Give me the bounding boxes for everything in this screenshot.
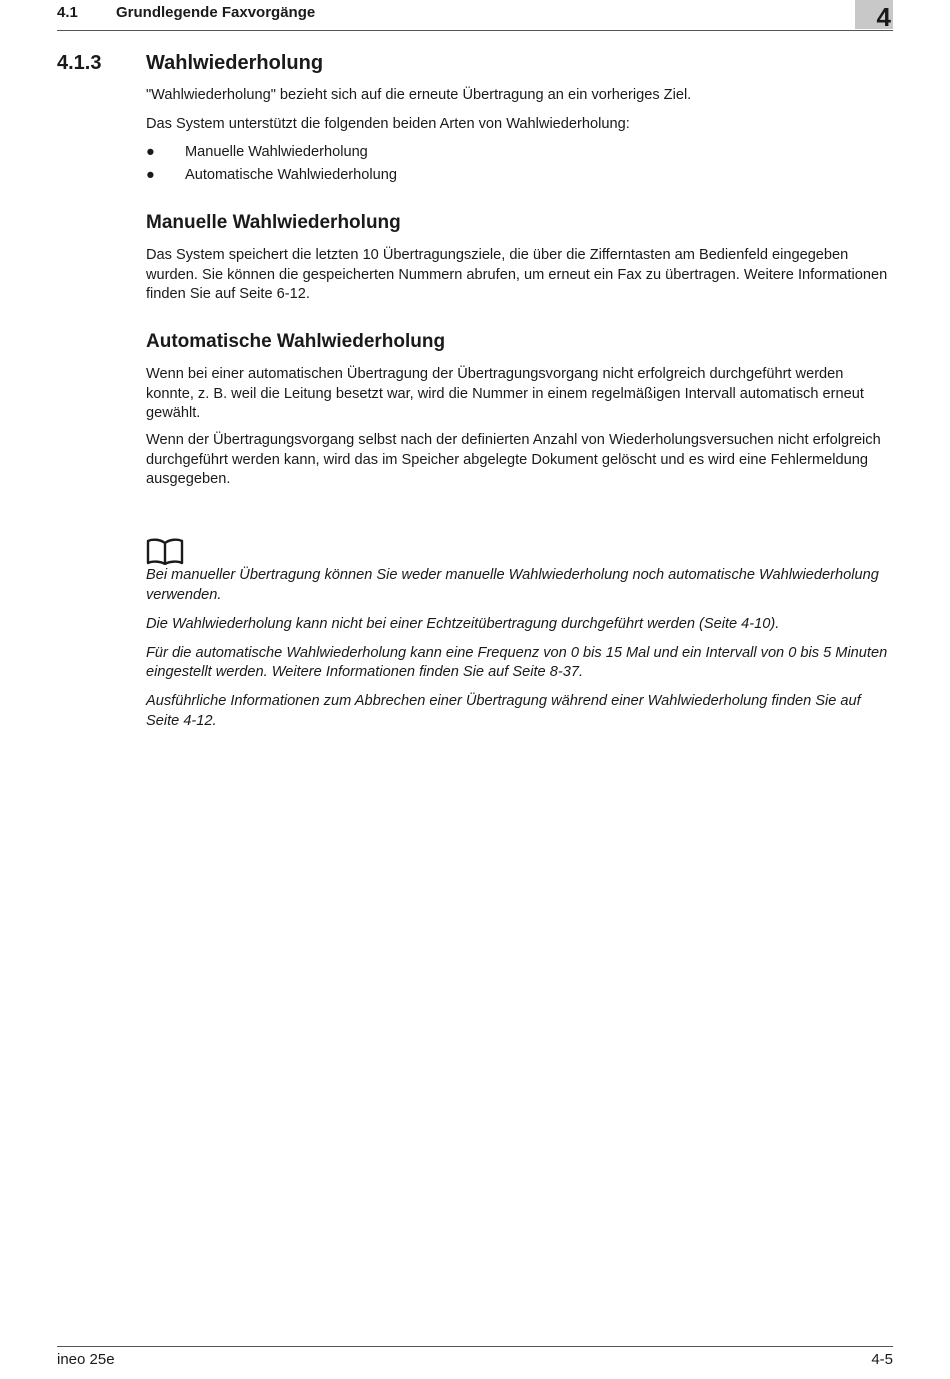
header-section-title: Grundlegende Faxvorgänge: [116, 4, 316, 21]
bullet-icon: ●: [146, 144, 155, 160]
page-number: 4-5: [871, 1351, 893, 1368]
page-header: [57, 0, 893, 31]
notes-section: [146, 566, 894, 741]
section-title: Wahlwiederholung: [146, 52, 324, 74]
intro-paragraph-1: "Wahlwiederholung" bezieht sich auf die erneute Übertragung an ein vorheriges Ziel.: [146, 87, 692, 103]
automatic-redial-text-2: Wenn der Übertragungsvorgang selbst nach der definierten Anzahl von Wiederholungsversuchen nicht erfolgreich durchgeführt werden kann, wird das im Speicher abgelegte Dokument gelöscht und es wird eine Fehlermeldung ausgegeben.: [146, 432, 881, 487]
note-item: Ausführliche Informationen zum Abbrechen einer Übertragung während einer Wahlwiederholung finden Sie auf Seite 4-12.: [146, 693, 861, 729]
note-item: Für die automatische Wahlwiederholung kann eine Frequenz von 0 bis 15 Mal und ein Intervall von 0 bis 5 Minuten eingestellt werden. Weitere Informationen finden Sie auf Seite 8-37.: [146, 644, 888, 680]
book-icon: [146, 537, 184, 565]
manual-redial-heading: Manuelle Wahlwiederholung: [146, 212, 401, 233]
redial-types-list: [146, 143, 894, 188]
note-item: Bei manueller Übertragung können Sie weder manuelle Wahlwiederholung noch automatische Wahlwiederholung verwenden.: [146, 567, 879, 603]
intro-paragraph-2: Das System unterstützt die folgenden beiden Arten von Wahlwiederholung:: [146, 116, 630, 132]
header-section-number: 4.1: [57, 4, 78, 21]
manual-redial-text: Das System speichert die letzten 10 Übertragungsziele, die über die Zifferntasten am Bedienfeld eingegeben wurden. Sie können die gespeicherten Nummern abrufen, um erneut ein Fax zu übertragen. Weitere Informationen finden Sie auf Seite 6-12.: [146, 247, 888, 302]
automatic-redial-heading: Automatische Wahlwiederholung: [146, 331, 446, 352]
page-footer: [57, 1346, 893, 1368]
list-item: ● Manuelle Wahlwiederholung: [146, 143, 894, 163]
bullet-icon: ●: [146, 166, 155, 183]
note-item: Die Wahlwiederholung kann nicht bei einer Echtzeitübertragung durchgeführt werden (Seite 4-10).: [146, 615, 780, 632]
product-name: ineo 25e: [57, 1351, 115, 1368]
automatic-redial-text-1: Wenn bei einer automatischen Übertragung der Übertragungsvorgang nicht erfolgreich durchgeführt werden konnte, z. B. weil die Leitung besetzt war, wird die Nummer in einem regelmäßigen Intervall automatisch erneut gewählt.: [146, 366, 864, 421]
section-number: 4.1.3: [57, 52, 102, 74]
list-item: ● Automatische Wahlwiederholung: [146, 166, 894, 186]
chapter-tab: 4: [855, 0, 893, 29]
